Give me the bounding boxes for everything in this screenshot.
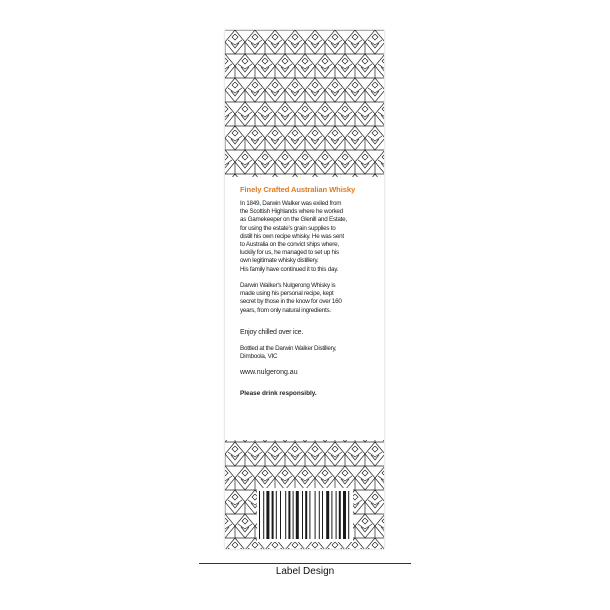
responsibility-notice: Please drink responsibly. [240,390,317,397]
barcode-icon [257,488,353,542]
story-line: own legitimate whisky distillery. [240,257,319,265]
story-line: distill his own recipe whisky. He was sent [240,232,344,240]
story-line: His family have continued it to this day. [240,265,339,273]
story-line: to Australia on the convict ships where, [240,241,339,249]
story-paragraph [240,200,374,274]
label-headline: Finely Crafted Australian Whisky [240,185,356,194]
recipe-line: made using his personal recipe, kept [240,290,334,298]
story-line: for using the estate's grain supplies to [240,224,336,232]
barcode [257,488,353,542]
recipe-line: years, from only natural ingredients. [240,306,331,314]
story-line: the Scottish Highlands where he worked [240,208,343,216]
label-text-panel [234,179,375,439]
caption-divider [199,563,411,564]
bottled-line: Bottled at the Darwin Walker Distillery, [240,345,337,352]
bottled-line: Dimboola, VIC [240,353,278,361]
story-line: In 1849, Darwin Walker was exiled from [240,200,342,207]
figure-caption: Label Design [275,566,335,577]
website-text: www.nulgerong.au [240,369,298,376]
recipe-line: Darwin Walker's Nulgerong Whisky is [240,282,336,289]
recipe-paragraph [240,282,374,315]
geometric-pattern-top [225,30,384,177]
story-line: luckily for us, he managed to set up his [240,249,339,257]
recipe-line: secret by those in the know for over 160 [240,298,342,306]
serving-suggestion: Enjoy chilled over ice. [240,329,304,336]
story-line: as Gamekeeper on the Glenill and Estate, [240,216,347,224]
whisky-label [225,30,384,549]
bottled-info [240,345,374,361]
